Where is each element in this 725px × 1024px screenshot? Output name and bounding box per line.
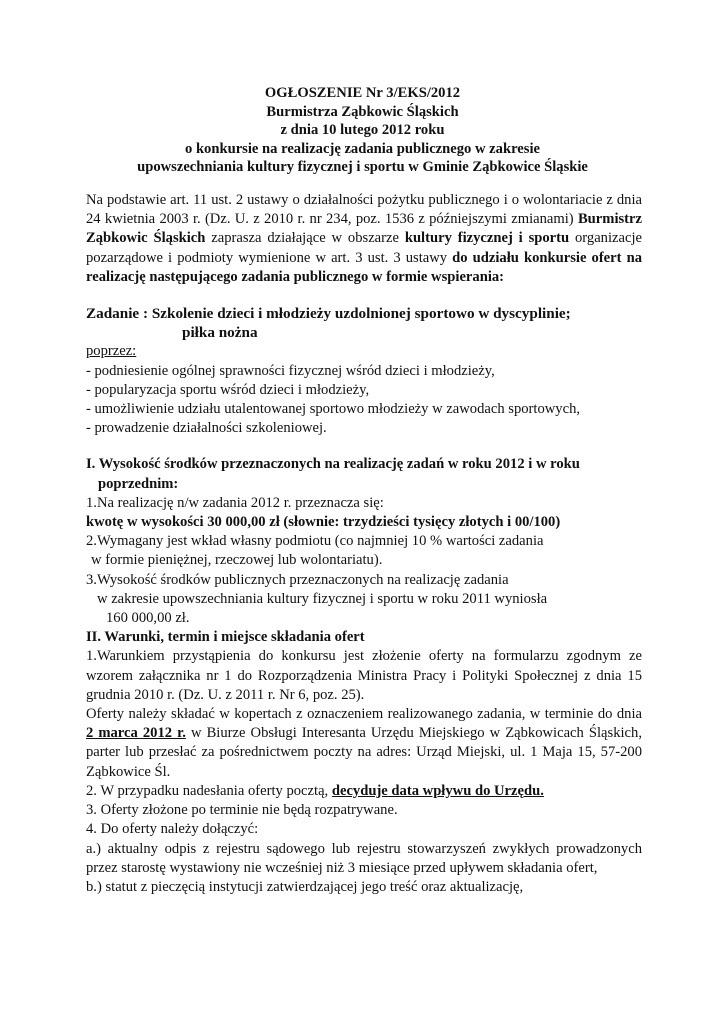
task-title: Zadanie : Szkolenie dzieci i młodzieży uzdolnionej sportowo w dyscyplinie; — [86, 305, 571, 323]
submission-paragraph — [86, 705, 642, 782]
submission-text-1: Oferty należy składać w kopertach z oznaczeniem realizowanego zadania, w terminie do dnia — [86, 706, 642, 723]
orgs-text: organizacje pozarządowe i podmioty wymienione w art. 3 ust. 3 ustawy — [86, 230, 642, 266]
task-item: - umożliwienie udziału utalentowanej sportowo młodzieży w zawodach sportowych, — [86, 401, 581, 418]
attachment-item: a.) aktualny odpis z rejestru sądowego lub rejestru stowarzyszeń zwykłych prowadzonych przez starostę wystawiony nie wcześniej niż 3 miesiące przed upływem składania ofert, — [86, 840, 642, 876]
allocation-text: 1.Na realizację n/w zadania 2012 r. przeznacza się: — [86, 494, 384, 511]
announcement-number: OGŁOSZENIE Nr 3/EKS/2012 — [264, 85, 461, 101]
previous-year-line-2: w zakresie upowszechniania kultury fizycznej i sportu w roku 2011 wyniosła — [97, 590, 548, 607]
announcement-date: z dnia 10 lutego 2012 roku — [280, 122, 445, 139]
task-item: - popularyzacja sportu wśród dzieci i młodzieży, — [86, 381, 370, 398]
invite-statement: do udziału konkursie ofert na realizację następującego zadania publicznego w formie wspierania: — [86, 249, 642, 285]
section-1-title-line-1: I. Wysokość środków przeznaczonych na realizację zadań w roku 2012 i w roku — [86, 456, 580, 473]
attachments-heading: 4. Do oferty należy dołączyć: — [86, 821, 259, 838]
issuer: Burmistrza Ząbkowic Śląskich — [266, 103, 459, 120]
submission-text-2: w Biurze Obsługi Interesanta Urzędu Miejskiego w Ząbkowicach Śląskich, parter lub przesłać za pośrednictwem poczty na adres: Urząd Miejski, ul. 1 Maja 15, 57-200 Ząbkowice Śl. — [86, 725, 642, 780]
task-item: - podniesienie ogólnej sprawności fizycznej wśród dzieci i młodzieży, — [86, 362, 495, 379]
previous-year-line-1: 3.Wysokość środków publicznych przeznaczonych na realizację zadania — [86, 571, 509, 588]
allocation-amount: kwotę w wysokości 30 000,00 zł (słownie: trzydzieści tysięcy złotych i 00/100) — [86, 514, 561, 531]
document-body — [86, 191, 642, 897]
late-offers-note: 3. Oferty złożone po terminie nie będą rozpatrywane. — [86, 802, 398, 819]
legal-basis — [86, 191, 642, 287]
condition-paragraph: 1.Warunkiem przystąpienia do konkursu jest złożenie oferty na formularzu zgodnym ze wzorem załącznika nr 1 do Rozporządzenia Ministra Pracy i Polityki Społecznej z dnia 15 grudnia 2010 r. (Dz. U. z 2011 r. Nr 6, poz. 25). — [86, 648, 642, 703]
submission-deadline: 2 marca 2012 r. — [86, 725, 186, 742]
subject-line-1: o konkursie na realizację zadania publicznego w zakresie — [185, 140, 540, 157]
announcement-header — [60, 84, 665, 177]
subject-line-2: upowszechniania kultury fizycznej i sportu w Gminie Ząbkowice Śląskie — [137, 159, 588, 176]
own-contribution-line-2: w formie pieniężnej, rzeczowej lub wolontariatu). — [91, 552, 383, 569]
previous-year-amount: 160 000,00 zł. — [106, 610, 190, 627]
postal-paragraph — [86, 782, 642, 801]
section-1-title-line-2: poprzednim: — [98, 475, 179, 492]
postal-rule: decyduje data wpływu do Urzędu. — [331, 782, 544, 799]
own-contribution-line-1: 2.Wymagany jest wkład własny podmiotu (co najmniej 10 % wartości zadania — [86, 533, 544, 550]
area-name: kultury fizycznej i sportu — [404, 230, 570, 247]
through-label: poprzez: — [86, 343, 137, 360]
section-2-title: II. Warunki, termin i miejsce składania ofert — [86, 629, 365, 646]
task-item: - prowadzenie działalności szkoleniowej. — [86, 420, 327, 437]
postal-text: 2. W przypadku nadesłania oferty pocztą, — [86, 782, 332, 799]
legal-basis-text: Na podstawie art. 11 ust. 2 ustawy o działalności pożytku publicznego i o wolontariacie z dnia 24 kwietnia 2003 r. (Dz. U. z 2010 r. nr 234, poz. 1536 z późniejszymi zmianami) — [86, 192, 642, 228]
section-1-title — [86, 455, 642, 493]
task-discipline: piłka nożna — [182, 324, 258, 342]
mayor-name: Burmistrz Ząbkowic Śląskich — [86, 211, 642, 247]
attachment-item: b.) statut z pieczęcią instytucji zatwierdzającej jego treść oraz aktualizację, — [86, 878, 524, 895]
invites-text: zaprasza działające w obszarze — [205, 230, 405, 247]
